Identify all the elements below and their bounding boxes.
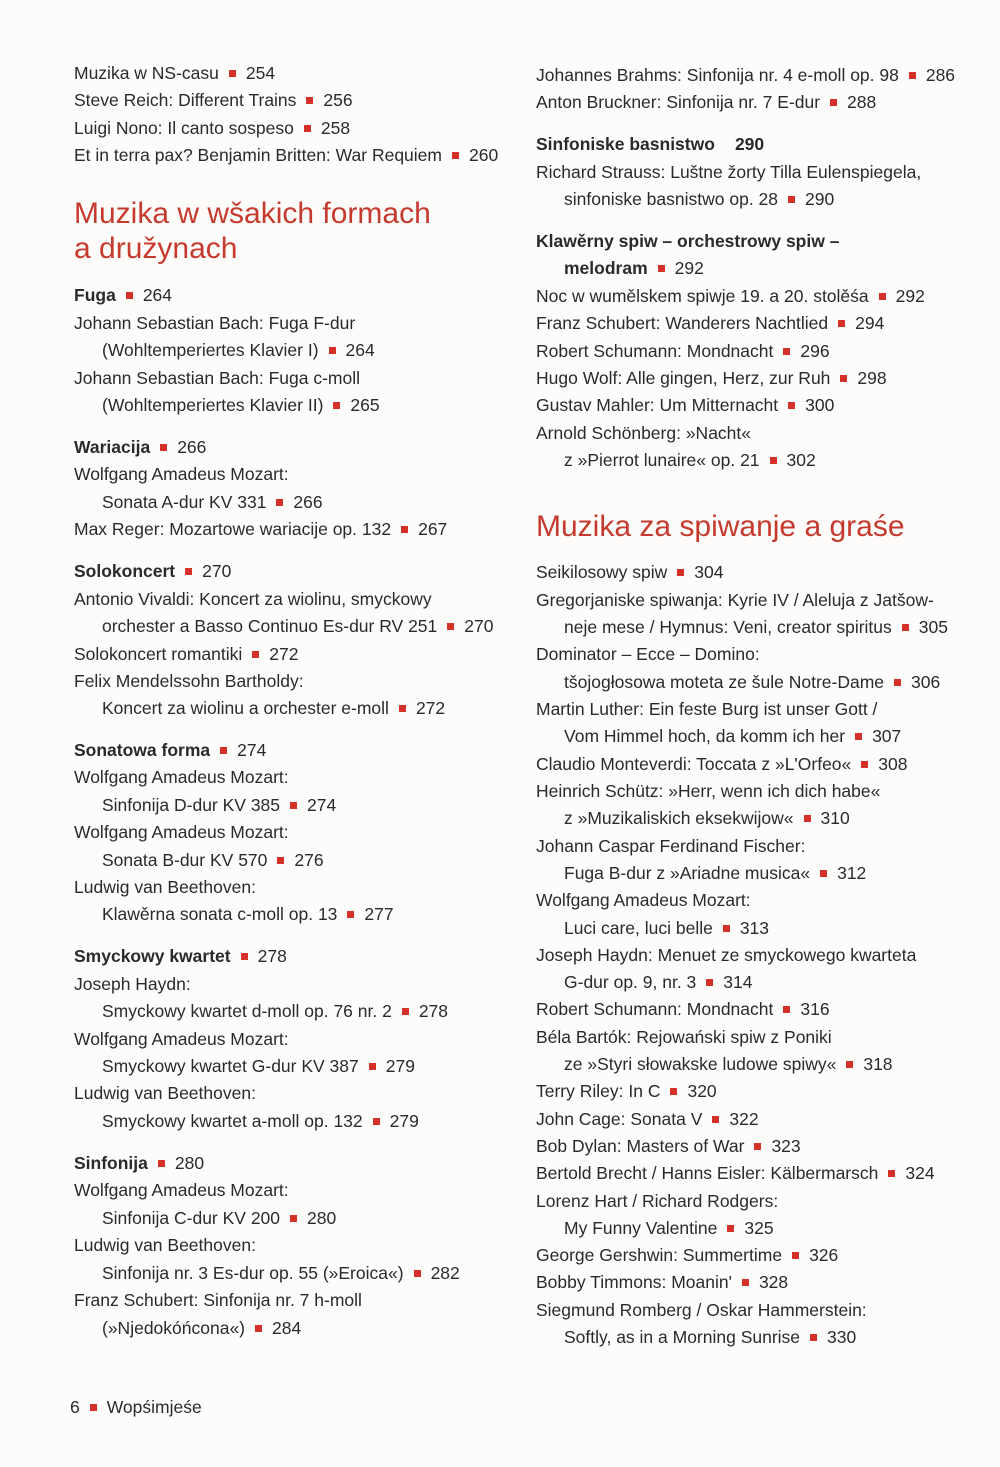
- subsection-heading[interactable]: Sinfonija 280: [74, 1153, 205, 1173]
- toc-entry-cont[interactable]: neje mese / Hymnus: Veni, creator spiritus 305: [564, 617, 948, 637]
- toc-entry[interactable]: Gustav Mahler: Um Mitternacht 300: [536, 395, 835, 415]
- toc-entry[interactable]: Wolfgang Amadeus Mozart:: [74, 1029, 289, 1049]
- bullet-square-icon: [670, 1088, 677, 1095]
- toc-entry-cont[interactable]: My Funny Valentine 325: [564, 1218, 774, 1238]
- bullet-square-icon: [290, 802, 297, 809]
- toc-entry-cont[interactable]: Sinfonija D-dur KV 385 274: [102, 795, 337, 815]
- toc-entry[interactable]: Dominator – Ecce – Domino:: [536, 644, 760, 664]
- bullet-square-icon: [792, 1252, 799, 1259]
- bullet-square-icon: [727, 1225, 734, 1232]
- toc-entry-cont[interactable]: Sonata B-dur KV 570 276: [102, 850, 324, 870]
- toc-entry[interactable]: Robert Schumann: Mondnacht 296: [536, 341, 830, 361]
- bullet-square-icon: [830, 99, 837, 106]
- toc-entry[interactable]: [74, 62, 275, 84]
- bullet-square-icon: [347, 911, 354, 918]
- bullet-square-icon: [452, 152, 459, 159]
- toc-entry[interactable]: Martin Luther: Ein feste Burg ist unser Gott /: [536, 699, 878, 719]
- toc-entry[interactable]: Wolfgang Amadeus Mozart:: [74, 1180, 289, 1200]
- bullet-square-icon: [160, 444, 167, 451]
- toc-entry[interactable]: Anton Bruckner: Sinfonija nr. 7 E-dur 288: [536, 92, 877, 112]
- bullet-square-icon: [810, 1334, 817, 1341]
- bullet-square-icon: [369, 1063, 376, 1070]
- bullet-square-icon: [306, 97, 313, 104]
- toc-entry-cont[interactable]: Vom Himmel hoch, da komm ich her 307: [564, 726, 902, 746]
- toc-entry[interactable]: Robert Schumann: Mondnacht 316: [536, 999, 830, 1019]
- toc-entry-cont[interactable]: Luci care, luci belle 313: [564, 918, 770, 938]
- subsection-heading[interactable]: Sonatowa forma 274: [74, 740, 267, 760]
- bullet-square-icon: [855, 733, 862, 740]
- toc-entry[interactable]: Johannes Brahms: Sinfonija nr. 4 e-moll op. 98 286: [536, 65, 956, 85]
- bullet-square-icon: [677, 569, 684, 576]
- toc-entry[interactable]: Ludwig van Beethoven:: [74, 1083, 256, 1103]
- bullet-square-icon: [414, 1270, 421, 1277]
- toc-entry-cont[interactable]: Sinfonija nr. 3 Es-dur op. 55 (»Eroica«) 282: [102, 1263, 460, 1283]
- toc-entry-cont[interactable]: Sinfonija C-dur KV 200 280: [102, 1208, 337, 1228]
- toc-entry[interactable]: Claudio Monteverdi: Toccata z »L'Orfeo« 308: [536, 754, 908, 774]
- bullet-square-icon: [846, 1061, 853, 1068]
- entry-title: Steve Reich: Different Trains: [74, 90, 297, 110]
- bullet-square-icon: [220, 747, 227, 754]
- bullet-square-icon: [255, 1325, 262, 1332]
- entry-title: Muzika w NS-casu: [74, 63, 219, 83]
- subsection-heading[interactable]: Wariacija 266: [74, 437, 207, 457]
- toc-entry[interactable]: Seikilosowy spiw 304: [536, 562, 724, 582]
- toc-entry[interactable]: Wolfgang Amadeus Mozart:: [536, 890, 751, 910]
- toc-entry[interactable]: Johann Sebastian Bach: Fuga F-dur: [74, 313, 356, 333]
- bullet-square-icon: [402, 1008, 409, 1015]
- toc-entry-cont[interactable]: (»Njedokóńcona«) 284: [102, 1318, 302, 1338]
- bullet-square-icon: [783, 1006, 790, 1013]
- bullet-square-icon: [902, 624, 909, 631]
- toc-entry-cont[interactable]: Klawěrna sonata c-moll op. 13 277: [102, 904, 394, 924]
- toc-entry-cont[interactable]: (Wohltemperiertes Klavier II) 265: [102, 395, 380, 415]
- bullet-square-icon: [304, 125, 311, 132]
- bullet-square-icon: [276, 499, 283, 506]
- toc-entry-cont[interactable]: Softly, as in a Morning Sunrise 330: [564, 1327, 857, 1347]
- toc-entry[interactable]: George Gershwin: Summertime 326: [536, 1245, 839, 1265]
- toc-entry[interactable]: Solokoncert romantiki 272: [74, 644, 299, 664]
- toc-entry-cont[interactable]: z »Pierrot lunaire« op. 21 302: [564, 450, 816, 470]
- toc-entry-cont[interactable]: orchester a Basso Continuo Es-dur RV 251 270: [102, 616, 494, 636]
- toc-entry[interactable]: John Cage: Sonata V 322: [536, 1109, 759, 1129]
- toc-entry[interactable]: Arnold Schönberg: »Nacht«: [536, 423, 751, 443]
- toc-entry[interactable]: Siegmund Romberg / Oskar Hammerstein:: [536, 1300, 867, 1320]
- toc-entry[interactable]: Bertold Brecht / Hanns Eisler: Kälbermarsch 324: [536, 1163, 935, 1183]
- toc-entry[interactable]: Terry Riley: In C 320: [536, 1081, 717, 1101]
- toc-entry[interactable]: Ludwig van Beethoven:: [74, 877, 256, 897]
- toc-entry[interactable]: Richard Strauss: Luštne žorty Tilla Eulenspiegela,: [536, 162, 922, 182]
- bullet-square-icon: [241, 953, 248, 960]
- section-title-line2: a družynach: [74, 232, 238, 265]
- bullet-square-icon: [277, 857, 284, 864]
- entry-title: Et in terra pax? Benjamin Britten: War Requiem: [74, 145, 442, 165]
- bullet-square-icon: [840, 375, 847, 382]
- subsection-heading[interactable]: Smyckowy kwartet 278: [74, 946, 287, 966]
- subsection-heading-cont[interactable]: melodram 292: [564, 258, 704, 278]
- toc-entry[interactable]: Wolfgang Amadeus Mozart:: [74, 767, 289, 787]
- bullet-square-icon: [706, 979, 713, 986]
- toc-entry[interactable]: Béla Bartók: Rejowański spiw z Poniki: [536, 1027, 832, 1047]
- toc-entry[interactable]: Johann Sebastian Bach: Fuga c-moll: [74, 368, 360, 388]
- bullet-square-icon: [788, 402, 795, 409]
- bullet-square-icon: [788, 196, 795, 203]
- toc-entry[interactable]: Noc w wumělskem spiwje 19. a 20. stolěśa 292: [536, 286, 925, 306]
- toc-entry[interactable]: Felix Mendelssohn Bartholdy:: [74, 671, 304, 691]
- footer-label: Wopśimjeśe: [106, 1397, 202, 1417]
- section-title: Muzika w wšakich formach: [74, 197, 431, 230]
- bullet-square-icon: [754, 1143, 761, 1150]
- toc-entry[interactable]: Bobby Timmons: Moanin' 328: [536, 1272, 789, 1292]
- subsection-heading[interactable]: Klawěrny spiw – orchestrowy spiw –: [536, 231, 840, 251]
- bullet-square-icon: [742, 1279, 749, 1286]
- bullet-square-icon: [158, 1160, 165, 1167]
- toc-entry-cont[interactable]: Fuga B-dur z »Ariadne musica« 312: [564, 863, 867, 883]
- toc-entry-cont[interactable]: ze »Styri słowakske ludowe spiwy« 318: [564, 1054, 893, 1074]
- page-ref: 254: [245, 63, 276, 83]
- bullet-square-icon: [879, 293, 886, 300]
- toc-entry-cont[interactable]: Koncert za wiolinu a orchester e-moll 272: [102, 698, 446, 718]
- subsection-heading[interactable]: Fuga 264: [74, 285, 173, 305]
- bullet-square-icon: [126, 292, 133, 299]
- bullet-square-icon: [399, 705, 406, 712]
- toc-entry-cont[interactable]: Smyckowy kwartet d-moll op. 76 nr. 2 278: [102, 1001, 449, 1021]
- toc-entry-cont[interactable]: (Wohltemperiertes Klavier I) 264: [102, 340, 375, 360]
- toc-entry-cont[interactable]: z »Muzikaliskich eksekwijow« 310: [564, 808, 850, 828]
- toc-entry[interactable]: Wolfgang Amadeus Mozart:: [74, 464, 289, 484]
- toc-entry[interactable]: Max Reger: Mozartowe wariacije op. 132 267: [74, 519, 448, 539]
- section-title: Muzika za spiwanje a graśe: [536, 510, 905, 543]
- toc-entry[interactable]: Hugo Wolf: Alle gingen, Herz, zur Ruh 298: [536, 368, 887, 388]
- toc-entry-cont[interactable]: sinfoniske basnistwo op. 28 290: [564, 189, 835, 209]
- toc-entry[interactable]: Antonio Vivaldi: Koncert za wiolinu, smyckowy: [74, 589, 432, 609]
- bullet-square-icon: [252, 651, 259, 658]
- toc-entry[interactable]: Franz Schubert: Sinfonija nr. 7 h-moll: [74, 1290, 362, 1310]
- entry-title: Luigi Nono: Il canto sospeso: [74, 118, 294, 138]
- bullet-square-icon: [712, 1116, 719, 1123]
- toc-entry-cont[interactable]: tšojogłosowa moteta ze šule Notre-Dame 306: [564, 672, 941, 692]
- bullet-square-icon: [401, 526, 408, 533]
- toc-entry[interactable]: [74, 144, 498, 166]
- bullet-square-icon: [804, 815, 811, 822]
- toc-entry[interactable]: Johann Caspar Ferdinand Fischer:: [536, 836, 806, 856]
- toc-entry[interactable]: Bob Dylan: Masters of War 323: [536, 1136, 801, 1156]
- toc-entry-cont[interactable]: G-dur op. 9, nr. 3 314: [564, 972, 753, 992]
- bullet-square-icon: [783, 348, 790, 355]
- toc-entry-cont[interactable]: Smyckowy kwartet G-dur KV 387 279: [102, 1056, 415, 1076]
- bullet-square-icon: [861, 761, 868, 768]
- subsection-heading[interactable]: Sinfoniske basnistwo 290: [536, 134, 765, 154]
- toc-entry[interactable]: Ludwig van Beethoven:: [74, 1235, 256, 1255]
- toc-entry[interactable]: Joseph Haydn: Menuet ze smyckowego kwarteta: [536, 945, 917, 965]
- bullet-square-icon: [185, 568, 192, 575]
- toc-entry[interactable]: [74, 89, 353, 111]
- subsection-heading[interactable]: Solokoncert 270: [74, 561, 232, 581]
- toc-entry[interactable]: Gregorjaniske spiwanja: Kyrie IV / Aleluja z Jatšow-: [536, 590, 934, 610]
- bullet-square-icon: [333, 402, 340, 409]
- bullet-square-icon: [373, 1118, 380, 1125]
- toc-entry[interactable]: Joseph Haydn:: [74, 974, 191, 994]
- toc-entry[interactable]: Lorenz Hart / Richard Rodgers:: [536, 1191, 779, 1211]
- toc-entry-cont[interactable]: Smyckowy kwartet a-moll op. 132 279: [102, 1111, 419, 1131]
- page-ref: 258: [320, 118, 351, 138]
- page-ref: 256: [323, 90, 353, 110]
- page-number: 6: [70, 1397, 80, 1417]
- bullet-square-icon: [838, 320, 845, 327]
- toc-entry[interactable]: Wolfgang Amadeus Mozart:: [74, 822, 289, 842]
- bullet-square-icon: [229, 70, 236, 77]
- page-ref: 260: [468, 145, 499, 165]
- bullet-square-icon: [820, 870, 827, 877]
- bullet-square-icon: [90, 1404, 97, 1411]
- toc-entry[interactable]: Franz Schubert: Wanderers Nachtlied 294: [536, 313, 885, 333]
- bullet-square-icon: [658, 265, 665, 272]
- bullet-square-icon: [723, 925, 730, 932]
- bullet-square-icon: [447, 623, 454, 630]
- bullet-square-icon: [290, 1215, 297, 1222]
- toc-entry[interactable]: Heinrich Schütz: »Herr, wenn ich dich habe«: [536, 781, 881, 801]
- bullet-square-icon: [888, 1170, 895, 1177]
- page-footer: [70, 1396, 202, 1418]
- toc-entry[interactable]: [74, 117, 350, 139]
- toc-entry-cont[interactable]: Sonata A-dur KV 331 266: [102, 492, 323, 512]
- bullet-square-icon: [329, 347, 336, 354]
- bullet-square-icon: [894, 679, 901, 686]
- bullet-square-icon: [909, 72, 916, 79]
- bullet-square-icon: [770, 457, 777, 464]
